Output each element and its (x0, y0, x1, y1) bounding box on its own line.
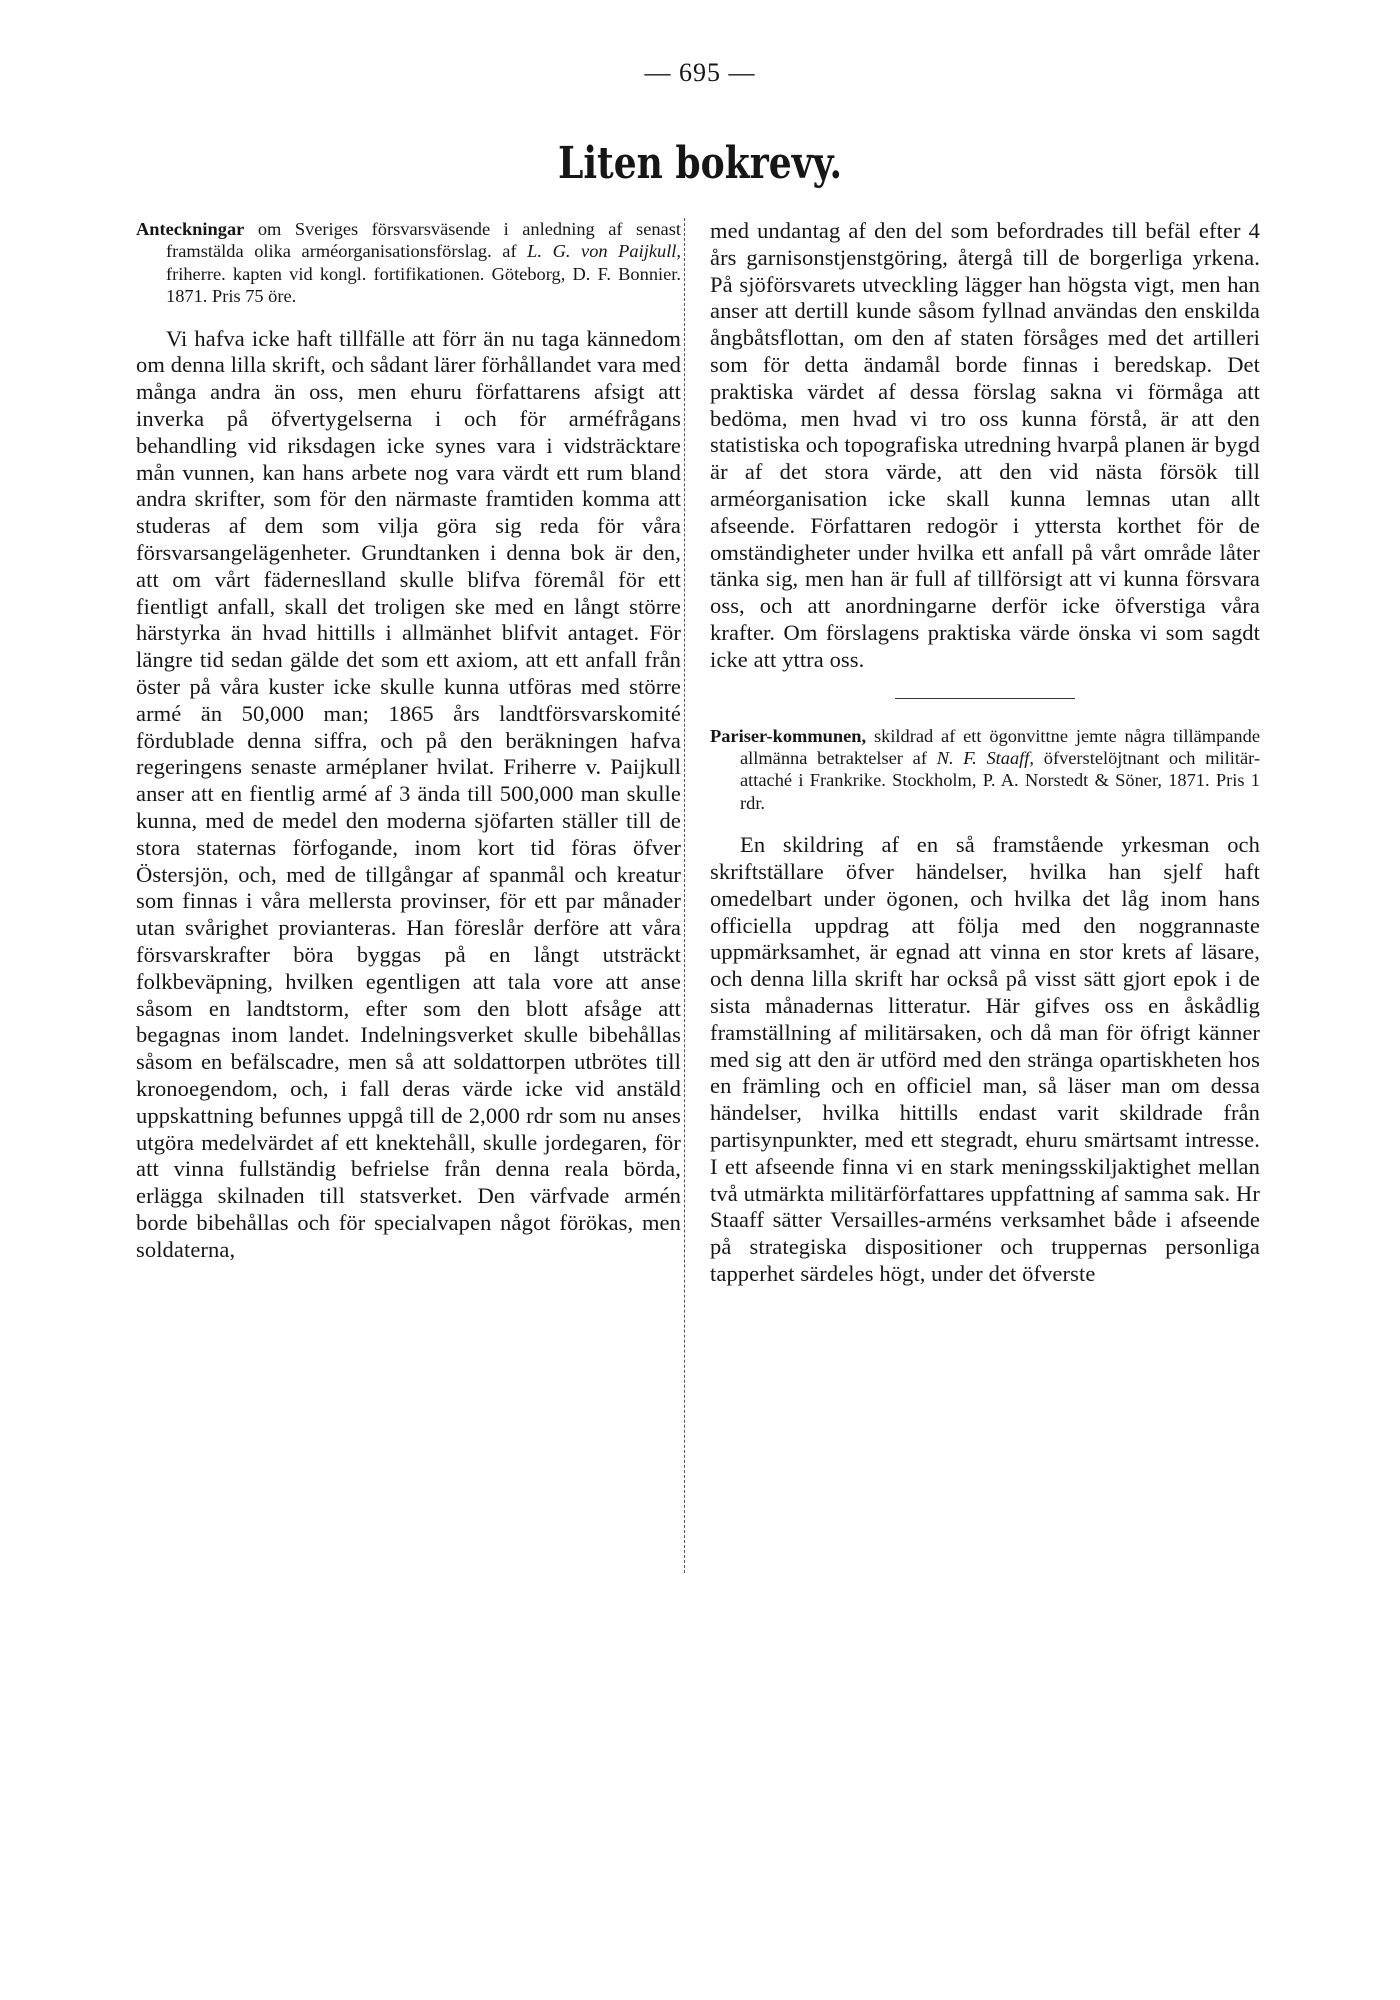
review1-biblio-text: om Sveriges försvarsväsende i anledning af senast framstälda olika arméorganisationsförslag. af (166, 219, 681, 262)
right-column (710, 218, 1260, 1288)
review1-biblio-tail: friherre. kapten vid kongl. fortifikationen. Göteborg, D. F. Bonnier. 1871. Pris 75 öre. (166, 263, 681, 307)
review2-heading: Pariser-kommunen, (710, 725, 867, 746)
review2-biblio-tail: öfverstelöjtnant och militär-attaché i Frankrike. Stockholm, P. A. Norstedt & Söner, 1871. Pris 1 rdr. (740, 747, 1260, 813)
review2-bibliography (710, 725, 1260, 815)
review1-text-right: med undantag af den del som befordrades till befäl efter 4 års garnisonstjenstgöring, återgå till de borgerliga yrkena. På sjöförsvarets utveckling lägger han högsta vigt, men han anser att dertill kunde såsom fyllnad användas den enskilda ångbåtsflottan, om den af staten försåges med det artilleri som för detta ändamål borde finnas i beredskap. Det praktiska värdet af dessa förslag sakna vi förmåga att bedöma, men hvad vi tro oss kunna förstå, är att den statistiska och topografiska utredning hvarpå planen är bygd är af det stora värde, att den vid nästa försök till arméorganisation icke skall kunna lemnas utan allt afseende. Författaren redogör i yttersta korthet för de omständigheter under hvilka ett anfall på vårt område låter tänka sig, men han är full af tillförsigt att vi kunna försvara oss, och att anordningarne derför icke öfverstiga våra krafter. Om förslagens praktiska värde önska vi som sagdt icke att yttra oss. (710, 218, 1260, 672)
review1-bibliography (136, 218, 681, 308)
left-column (136, 218, 681, 1264)
review1-text-left: Vi hafva icke haft tillfälle att förr än nu taga kännedom om denna lilla skrift, och sådant lärer förhållandet vara med många andra än oss, men ehuru författarens afsigt att inverka på öfvertygelserna i och för arméfrågans behandling vid riksdagen icke synes vara i vidsträcktare mån vunnen, kan hans arbete nog vara värdt ett rum bland andra skrifter, som för den närmaste framtiden komma att studeras af dem som vilja göra sig reda för våra försvarsangelägenheter. Grundtanken i denna bok är den, att om vårt fäderneslland skulle blifva föremål för ett fientligt anfall, skall det troligen ske med en långt större härstyrka än hvad hittills i allmänhet blifvit antaget. För längre tid sedan gälde det som ett axiom, att ett anfall från öster på våra kuster icke skulle kunna utföras med större armé än 50,000 man; 1865 års landtförsvarskomité fördublade denna siffra, och på den beräkningen hafva regeringens senaste arméplaner hvilat. Friherre v. Paijkull anser att en fientlig armé af 3 ända till 500,000 man skulle kunna, med de medel den moderna sjöfarten ställer till de stora staternas förfogande, inom kort tid föras öfver Östersjön, och, med de tillgångar af spanmål och kreatur som finnas i våra mellersta provinser, för ett par månader utan svårighet provianteras. Han föreslår derföre att våra försvarskrafter böra byggas på en långt utsträckt folkbeväpning, hvilken egentligen att tala vore att anse såsom en landtstorm, efter som den blott afsåge att begagnas inom landet. Indelningsverket skulle bibehållas såsom en befälscadre, men så att soldattorpen utbrötes till kronoegendom, och, i fall deras värde icke vid anstäld uppskattning befunnes uppgå till de 2,000 rdr som nu anses utgöra medelvärdet af ett knektehåll, skulle jordegaren, för att vinna fullständig befrielse från denna reala börda, erlägga skilnaden till statsverket. Den värfvade armén borde bibehållas och för specialvapen något förökas, men soldaterna, (136, 325, 681, 1262)
review1-heading: Anteckningar (136, 219, 245, 239)
page-title: Liten bokrevy. (557, 138, 843, 189)
review2-biblio-text: skildrad af ett ögonvittne jemte några tillämpande allmänna betraktelser af (740, 725, 1260, 768)
review2-author: N. F. Staaff, (936, 747, 1035, 768)
page-number: — 695 — (644, 58, 756, 87)
review1-author: L. G. von Paijkull, (527, 241, 682, 262)
section-divider (895, 698, 1075, 699)
column-divider (684, 218, 685, 1573)
review2-text: En skildring af en så framstående yrkesman och skriftställare öfver händelser, hvilka han sjelf haft omedelbart under ögonen, och hvilka det låg inom hans officiella uppdrag att följa med den noggrannaste uppmärksamhet, är egnad att vinna en stor krets af läsare, och denna lilla skrift har också på visst sätt gjort epok i de sista månadernas litteratur. Här gifves oss en åskådlig framställning af militärsaken, och då man för öfrigt känner med sig att den är utförd med den stränga opartiskheten hos en främling och en officiel man, så läser man om dessa händelser, hvilka hittills endast varit skildrade från partisynpunkter, med ett stegradt, ehuru smärtsamt intresse. I ett afseende finna vi en stark meningsskiljaktighet mellan två utmärkta militärförfattares uppfattning af samma sak. Hr Staaff sätter Versailles-arméns verksamhet både i afseende på strategiska dispositioner och truppernas personliga tapperhet särdeles högt, under det öfverste (710, 832, 1260, 1286)
